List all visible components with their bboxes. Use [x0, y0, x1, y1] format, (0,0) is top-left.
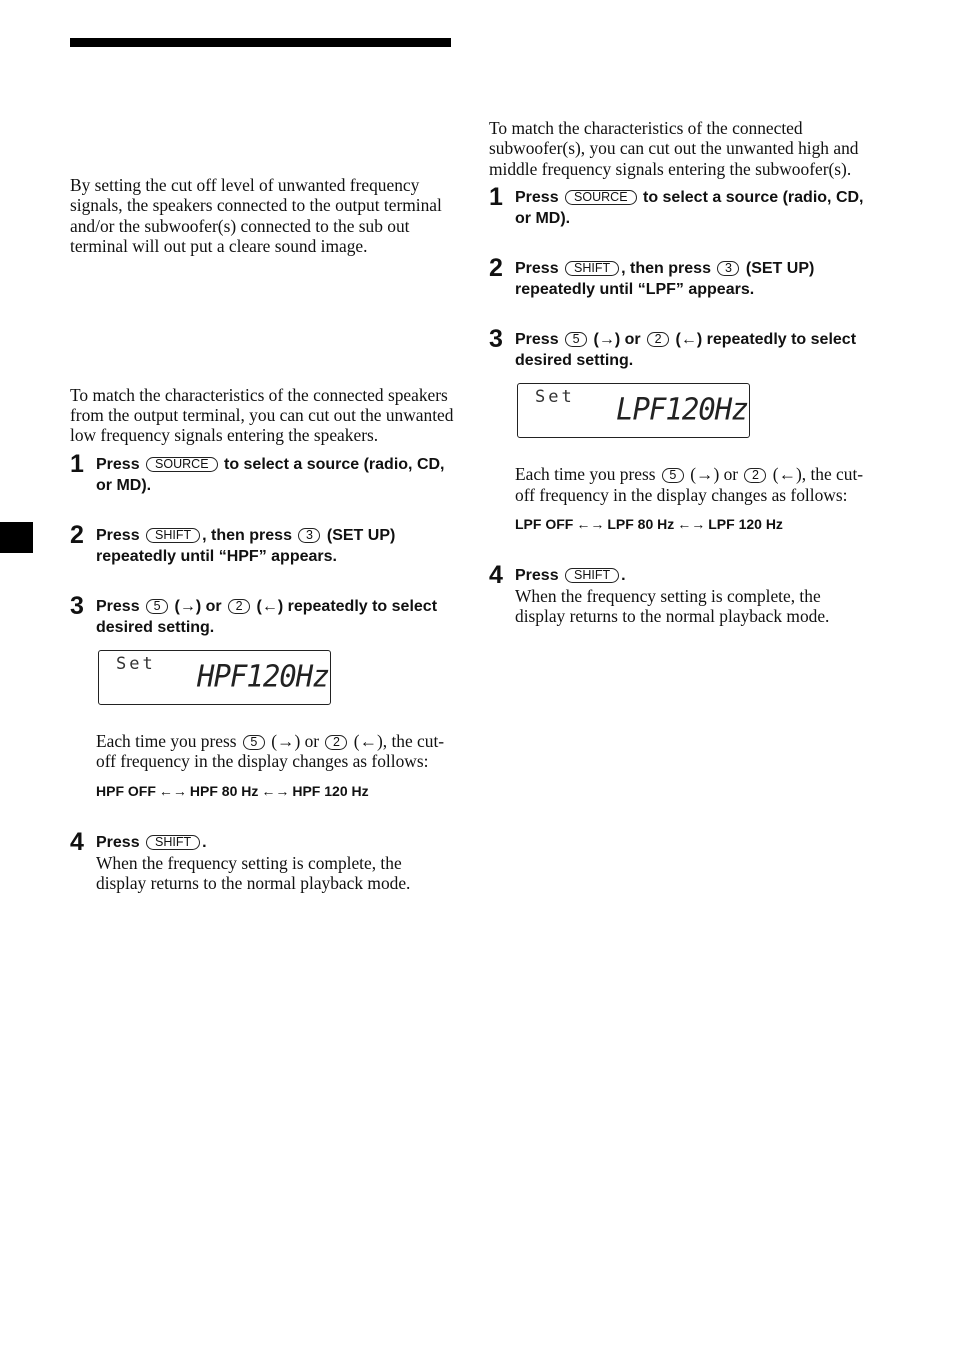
number-2-button: 2 — [228, 599, 250, 614]
lcd-value: LPF120Hz — [616, 391, 748, 428]
double-arrow-icon: ←→ — [677, 516, 706, 533]
hpf-step-1: 1 Press SOURCE to select a source (radio, CD, or MD). — [70, 449, 445, 494]
lpf-step-1: 1 Press SOURCE to select a source (radio, CD, or MD). — [489, 183, 864, 228]
section-tab-marker — [0, 522, 33, 553]
hpf-step-3: 3 Press 5 (→) or 2 (←) repeatedly to select desired setting. Set HPF120Hz Each time you press 5 (→) or 2 (←), the cut-off frequency in the display changes as follows: HPF OFF ←→ HPF 80 Hz ←→ HPF 120 Hz — [70, 596, 454, 800]
lpf-step-2: 2 Press SHIFT , then press 3 (SET UP) repeatedly until “LPF” appears. — [489, 254, 815, 299]
shift-button: SHIFT — [565, 261, 619, 276]
shift-button: SHIFT — [146, 835, 200, 850]
lpf-step-3: 3 Press 5 (→) or 2 (←) repeatedly to select desired setting. Set LPF120Hz Each time you press 5 (→) or 2 (←), the cut-off frequency in the display changes as follows: LPF OFF ←→ LPF 80 Hz ←→ LPF 120 Hz — [489, 329, 873, 533]
double-arrow-icon: ←→ — [261, 782, 290, 799]
step-number: 3 — [70, 591, 84, 620]
step-number: 2 — [70, 520, 84, 549]
number-3-button: 3 — [717, 261, 739, 276]
number-3-button: 3 — [298, 528, 320, 543]
hpf-step-4: 4 Press SHIFT . When the frequency setting is complete, the display returns to the normal playback mode. — [70, 832, 454, 894]
step-4-description: When the frequency setting is complete, the display returns to the normal playback mode. — [515, 586, 830, 627]
step-number: 3 — [489, 325, 503, 354]
lcd-value: HPF120Hz — [197, 657, 329, 694]
double-arrow-icon: ←→ — [158, 782, 187, 799]
right-column — [489, 118, 873, 627]
number-5-button: 5 — [565, 332, 587, 347]
number-2-button: 2 — [647, 332, 669, 347]
lpf-step-4: 4 Press SHIFT . When the frequency setting is complete, the display returns to the normal playback mode. — [489, 565, 873, 627]
left-column — [70, 175, 454, 893]
lcd-display — [517, 383, 750, 438]
number-5-button: 5 — [243, 735, 265, 750]
shift-button: SHIFT — [146, 528, 200, 543]
lcd-set-label: Set — [535, 387, 575, 408]
number-5-button: 5 — [662, 468, 684, 483]
lcd-display — [98, 650, 331, 705]
step-number: 2 — [489, 254, 503, 283]
step-number: 1 — [489, 183, 503, 212]
step-4-description: When the frequency setting is complete, the display returns to the normal playback mode. — [96, 852, 411, 894]
step-number: 4 — [70, 827, 84, 856]
hpf-intro-paragraph: To match the characteristics of the connected speakers from the output terminal, you can cut out the unwanted low frequency signals entering the speakers. — [70, 384, 454, 446]
header-rule — [70, 38, 451, 47]
intro-paragraph: By setting the cut off level of unwanted frequency signals, the speakers connected to the output terminal and/or the subwoofer(s) connected to the sub out terminal will out put a cleare sound image. — [70, 175, 442, 257]
number-2-button: 2 — [744, 468, 766, 483]
number-5-button: 5 — [146, 599, 168, 614]
double-arrow-icon: ←→ — [576, 516, 605, 533]
source-button: SOURCE — [565, 190, 636, 205]
lcd-set-label: Set — [116, 653, 156, 674]
step-number: 4 — [489, 561, 503, 590]
lpf-intro-paragraph: To match the characteristics of the connected subwoofer(s), you can cut out the unwanted high and middle frequency signals entering the subwoofer(s). — [489, 118, 859, 179]
hpf-step-2: 2 Press SHIFT , then press 3 (SET UP) repeatedly until “HPF” appears. — [70, 520, 396, 565]
source-button: SOURCE — [146, 457, 217, 472]
shift-button: SHIFT — [565, 568, 619, 583]
lpf-sequence: LPF OFF ←→ LPF 80 Hz ←→ LPF 120 Hz — [515, 516, 783, 533]
number-2-button: 2 — [325, 735, 347, 750]
hpf-sequence: HPF OFF ←→ HPF 80 Hz ←→ HPF 120 Hz — [96, 782, 369, 799]
step-number: 1 — [70, 449, 84, 478]
